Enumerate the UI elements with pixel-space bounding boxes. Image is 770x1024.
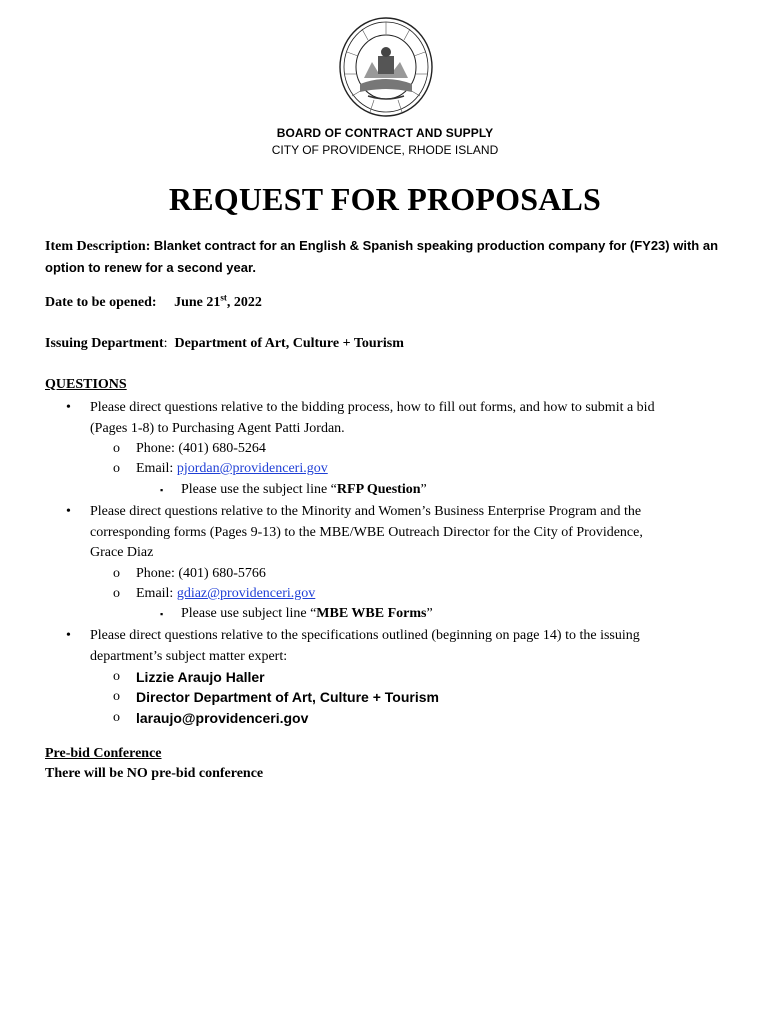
circle-bullet-icon: o xyxy=(113,461,120,476)
question-2-text: Please direct questions relative to the Minority and Women’s Business Enterprise Program and the corresponding forms (Pages 9-13) to the MBE/WBE Outreach Director for the City of Providence, Grace Diaz xyxy=(90,504,643,560)
open-date xyxy=(45,292,262,311)
question-1-phone: Phone: (401) 680-5264 xyxy=(136,441,266,456)
open-date-label: Date to be opened: xyxy=(45,295,157,310)
question-2-phone: Phone: (401) 680-5766 xyxy=(136,566,266,581)
bullet-icon: • xyxy=(66,628,71,643)
circle-bullet-icon: o xyxy=(113,586,120,601)
document-title: REQUEST FOR PROPOSALS xyxy=(168,181,602,217)
question-2-email: Email: gdiaz@providenceri.gov xyxy=(136,586,316,601)
item-description-label: Item Description: xyxy=(45,239,151,254)
email-link-gdiaz[interactable]: gdiaz@providenceri.gov xyxy=(176,586,316,601)
circle-bullet-icon: o xyxy=(113,441,120,456)
question-1-subject: Please use the subject line “RFP Question” xyxy=(181,482,427,497)
contact-email: laraujo@providenceri.gov xyxy=(136,710,309,726)
circle-bullet-icon: o xyxy=(113,566,120,581)
square-bullet-icon: ▪ xyxy=(160,609,164,619)
circle-bullet-icon: o xyxy=(113,710,120,725)
issuing-department-value: Department of Art, Culture + Tourism xyxy=(174,336,404,351)
issuing-department-label: Issuing Department xyxy=(45,336,164,351)
city-name: CITY OF PROVIDENCE, RHODE ISLAND xyxy=(271,143,499,157)
email-link-pjordan[interactable]: pjordan@providenceri.gov xyxy=(176,461,328,476)
question-3-text: Please direct questions relative to the specifications outlined (beginning on page 14) to the issuing department’s subject matter expert: xyxy=(90,628,640,664)
prebid-heading: Pre-bid Conference xyxy=(45,746,162,761)
questions-heading: QUESTIONS xyxy=(45,377,127,392)
contact-title: Director Department of Art, Culture + Tourism xyxy=(136,689,439,705)
city-seal-logo xyxy=(338,16,434,118)
contact-name: Lizzie Araujo Haller xyxy=(136,669,265,685)
bullet-icon: • xyxy=(66,400,71,415)
bullet-icon: • xyxy=(66,504,71,519)
square-bullet-icon: ▪ xyxy=(160,485,164,495)
issuing-department: Issuing Department: Department of Art, Culture + Tourism xyxy=(45,336,404,351)
question-1-email: Email: pjordan@providenceri.gov xyxy=(136,461,328,476)
board-name: BOARD OF CONTRACT AND SUPPLY xyxy=(276,126,494,140)
item-description xyxy=(45,235,735,279)
question-2-subject: Please use subject line “MBE WBE Forms” xyxy=(181,606,433,621)
question-1-text: Please direct questions relative to the bidding process, how to fill out forms, and how to submit a bid (Pages 1-8) to Purchasing Agent Patti Jordan. xyxy=(90,400,655,436)
item-description-text: Blanket contract for an English & Spanish speaking production company for (FY23) with an option to renew for a second year. xyxy=(45,238,719,275)
prebid-text: There will be NO pre-bid conference xyxy=(45,766,264,781)
open-date-value: June 21st, 2022 xyxy=(174,292,262,310)
circle-bullet-icon: o xyxy=(113,669,120,684)
circle-bullet-icon: o xyxy=(113,689,120,704)
